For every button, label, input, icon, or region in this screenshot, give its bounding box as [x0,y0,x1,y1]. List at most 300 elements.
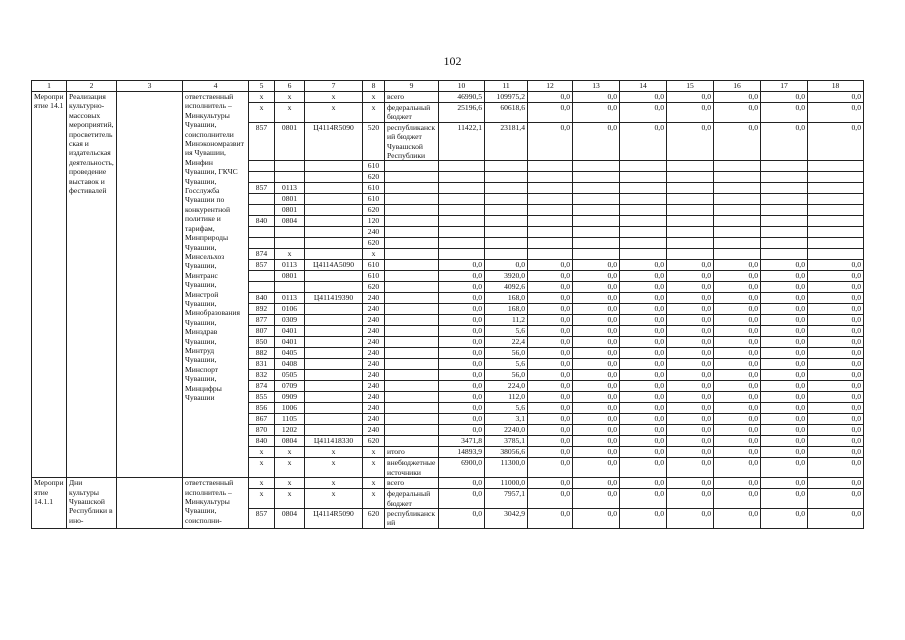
cell-value: 0,0 [714,337,761,348]
cell-c3 [117,478,183,529]
cell-c7 [305,304,363,315]
cell-c6: 0909 [275,392,305,403]
cell-value: 0,0 [620,381,667,392]
cell-c5: 857 [249,183,275,194]
cell-c8: 240 [363,359,385,370]
cell-value: 46990,5 [439,92,485,103]
cell-c8: 240 [363,392,385,403]
cell-value: 0,0 [761,293,808,304]
cell-c5: x [249,489,275,509]
cell-source [385,183,439,194]
cell-c5: x [249,458,275,478]
cell-value: 0,0 [573,478,620,489]
cell-c5: 832 [249,370,275,381]
cell-value: 0,0 [714,414,761,425]
cell-value: 0,0 [761,315,808,326]
cell-c8: 240 [363,337,385,348]
cell-value: 0,0 [620,260,667,271]
cell-value: 0,0 [620,315,667,326]
cell-c7 [305,194,363,205]
cell-source: всего [385,92,439,103]
cell-value [485,249,528,260]
cell-value: 0,0 [761,478,808,489]
cell-c5 [249,172,275,183]
cell-c6: x [275,92,305,103]
cell-value [808,161,864,172]
cell-source [385,227,439,238]
cell-c6 [275,238,305,249]
cell-value: 0,0 [761,392,808,403]
cell-value [714,183,761,194]
cell-value [667,249,714,260]
cell-c8: 620 [363,205,385,216]
cell-value: 3042,9 [485,509,528,529]
cell-source: федеральный бюджет [385,489,439,509]
cell-value [808,205,864,216]
column-number-header: 14 [620,81,667,92]
cell-value: 0,0 [761,436,808,447]
cell-value: 0,0 [528,326,573,337]
cell-value: 0,0 [528,381,573,392]
cell-value: 0,0 [439,403,485,414]
cell-c7: x [305,489,363,509]
cell-c7 [305,403,363,414]
cell-value: 0,0 [667,425,714,436]
cell-value [620,194,667,205]
cell-value: 224,0 [485,381,528,392]
cell-c7 [305,348,363,359]
cell-value [667,194,714,205]
cell-c7 [305,337,363,348]
column-number-header: 17 [761,81,808,92]
cell-value: 0,0 [808,103,864,123]
cell-source [385,381,439,392]
cell-value: 25196,6 [439,103,485,123]
cell-value [714,227,761,238]
cell-value [573,216,620,227]
cell-value: 0,0 [528,489,573,509]
cell-value: 0,0 [667,478,714,489]
cell-value [528,172,573,183]
cell-value: 0,0 [528,282,573,293]
cell-value: 0,0 [528,509,573,529]
cell-c5: 831 [249,359,275,370]
cell-value: 0,0 [620,293,667,304]
cell-c6: x [275,249,305,260]
cell-value: 0,0 [667,348,714,359]
cell-c5 [249,238,275,249]
cell-value [528,194,573,205]
cell-source [385,359,439,370]
cell-value: 0,0 [808,509,864,529]
cell-value: 0,0 [573,293,620,304]
cell-value [667,183,714,194]
cell-value [485,216,528,227]
cell-value [761,172,808,183]
cell-value [439,227,485,238]
cell-c5: x [249,103,275,123]
cell-value: 0,0 [761,92,808,103]
cell-value: 0,0 [528,103,573,123]
cell-value [714,238,761,249]
cell-value: 0,0 [714,509,761,529]
page-number: 102 [443,54,462,68]
cell-c3 [117,92,183,478]
cell-c7 [305,359,363,370]
table-row [32,92,864,103]
column-number-header: 1 [32,81,67,92]
cell-value: 0,0 [808,304,864,315]
cell-c8: 240 [363,293,385,304]
cell-c7: x [305,92,363,103]
cell-c6: x [275,447,305,458]
cell-value: 0,0 [714,436,761,447]
cell-c6: 0804 [275,216,305,227]
cell-value [439,205,485,216]
cell-value: 0,0 [808,282,864,293]
cell-value [808,227,864,238]
cell-value: 0,0 [620,458,667,478]
cell-value: 0,0 [714,326,761,337]
cell-value: 22,4 [485,337,528,348]
column-number-header: 16 [714,81,761,92]
cell-c6: 0113 [275,260,305,271]
cell-value [485,227,528,238]
cell-value [714,194,761,205]
cell-value [485,183,528,194]
cell-c8: 610 [363,260,385,271]
cell-value [573,172,620,183]
cell-value [714,205,761,216]
cell-c7 [305,370,363,381]
cell-value: 0,0 [667,271,714,282]
cell-c6: 0309 [275,315,305,326]
cell-c8: 240 [363,414,385,425]
cell-source: всего [385,478,439,489]
cell-value: 0,0 [620,414,667,425]
cell-value: 0,0 [667,260,714,271]
cell-c8: 620 [363,509,385,529]
cell-value: 0,0 [808,271,864,282]
cell-value: 0,0 [620,403,667,414]
cell-value: 3785,1 [485,436,528,447]
cell-c8: 240 [363,227,385,238]
cell-value [667,227,714,238]
cell-value [528,161,573,172]
cell-source [385,348,439,359]
cell-value: 0,0 [667,447,714,458]
cell-c6: 0106 [275,304,305,315]
cell-value: 0,0 [808,425,864,436]
cell-value: 0,0 [808,293,864,304]
cell-value: 0,0 [761,337,808,348]
cell-value: 0,0 [808,359,864,370]
cell-value: 0,0 [808,381,864,392]
cell-c4: ответственный исполнитель – Минкультуры Чувашии, соисполнители Минэкономразвития Чувашии, Минфин Чувашии, ГКЧС Чувашии, Госслужба Чувашии по конкурентной политике и тарифам, Минприроды Чувашии, Минсельхоз Чувашии, Минтранс Чувашии, Минстрой Чувашии, Минобразования Чувашии, Минздрав Чувашии, Минтруд Чувашии, Минспорт Чувашии, Минцифры Чувашии [183,92,249,478]
cell-c6 [275,227,305,238]
cell-source [385,403,439,414]
cell-value: 0,0 [528,414,573,425]
cell-c8: 620 [363,282,385,293]
cell-value: 0,0 [761,458,808,478]
column-number-header: 2 [67,81,117,92]
cell-c6: x [275,458,305,478]
cell-value: 0,0 [528,458,573,478]
cell-value: 0,0 [667,359,714,370]
cell-value [714,172,761,183]
cell-c8: 240 [363,403,385,414]
column-number-header: 18 [808,81,864,92]
cell-c7 [305,216,363,227]
cell-value: 0,0 [761,326,808,337]
cell-value: 0,0 [573,392,620,403]
cell-value: 0,0 [439,425,485,436]
cell-value: 0,0 [573,489,620,509]
cell-c8: x [363,489,385,509]
cell-value: 0,0 [714,458,761,478]
cell-value: 112,0 [485,392,528,403]
cell-value: 0,0 [620,103,667,123]
column-number-header: 6 [275,81,305,92]
cell-c7 [305,282,363,293]
cell-value [714,249,761,260]
cell-value: 0,0 [714,489,761,509]
cell-c6: 0801 [275,271,305,282]
cell-c6: x [275,103,305,123]
cell-source [385,337,439,348]
cell-c1: Мероприятие 14.1 [32,92,67,478]
cell-c5: 892 [249,304,275,315]
cell-source [385,205,439,216]
cell-value: 0,0 [714,392,761,403]
cell-c5: 874 [249,381,275,392]
cell-c5: 807 [249,326,275,337]
cell-c5 [249,271,275,282]
cell-value: 0,0 [714,348,761,359]
cell-value: 0,0 [761,414,808,425]
cell-value: 0,0 [620,282,667,293]
cell-c7 [305,315,363,326]
cell-value: 0,0 [620,425,667,436]
cell-value: 0,0 [714,122,761,161]
cell-value: 0,0 [667,370,714,381]
cell-value: 0,0 [714,447,761,458]
cell-value: 0,0 [808,260,864,271]
cell-value: 5,6 [485,326,528,337]
cell-c5: x [249,92,275,103]
cell-source [385,315,439,326]
cell-value: 0,0 [439,478,485,489]
cell-value: 0,0 [761,348,808,359]
cell-value: 0,0 [667,92,714,103]
cell-value: 0,0 [667,282,714,293]
cell-value: 6900,0 [439,458,485,478]
cell-value: 3,1 [485,414,528,425]
cell-value: 0,0 [667,414,714,425]
column-number-header: 13 [573,81,620,92]
cell-c5: 840 [249,293,275,304]
cell-c6: 0801 [275,194,305,205]
cell-value: 0,0 [573,436,620,447]
cell-c7 [305,205,363,216]
cell-value [714,216,761,227]
cell-value: 0,0 [808,348,864,359]
cell-value [761,249,808,260]
cell-c8: 240 [363,370,385,381]
cell-value: 0,0 [573,348,620,359]
cell-c8: 610 [363,183,385,194]
cell-c4: ответственный исполнитель – Минкультуры Чувашии, соисполни- [183,478,249,529]
cell-value [573,205,620,216]
cell-value: 0,0 [714,425,761,436]
cell-value [667,238,714,249]
cell-value [620,205,667,216]
cell-value: 0,0 [439,381,485,392]
cell-c6: 0804 [275,509,305,529]
cell-c8: 240 [363,315,385,326]
cell-value: 0,0 [761,403,808,414]
cell-value: 0,0 [439,293,485,304]
cell-c6: x [275,478,305,489]
cell-value [620,161,667,172]
column-number-header: 4 [183,81,249,92]
cell-value: 5,6 [485,403,528,414]
cell-c1: Мероприятие 14.1.1 [32,478,67,529]
cell-c8: 520 [363,122,385,161]
cell-value [808,238,864,249]
cell-value: 11300,0 [485,458,528,478]
cell-value [714,161,761,172]
cell-value: 0,0 [620,326,667,337]
cell-source [385,249,439,260]
cell-c2: Реализация культурно-массовых мероприятий, просветительская и издательская деятельность, проведение выставок и фестивалей [67,92,117,478]
cell-value: 0,0 [808,326,864,337]
cell-value: 0,0 [761,509,808,529]
cell-value [808,249,864,260]
cell-c6: 0405 [275,348,305,359]
cell-value: 0,0 [573,381,620,392]
cell-c5: x [249,478,275,489]
cell-value [439,216,485,227]
cell-value: 0,0 [620,359,667,370]
cell-c7 [305,326,363,337]
cell-value: 0,0 [439,337,485,348]
cell-value: 0,0 [808,447,864,458]
cell-value [761,161,808,172]
cell-value: 0,0 [761,282,808,293]
cell-value: 0,0 [667,392,714,403]
cell-source [385,436,439,447]
cell-c8: 610 [363,161,385,172]
cell-source [385,392,439,403]
cell-c6: 1006 [275,403,305,414]
cell-c7 [305,414,363,425]
cell-value: 0,0 [439,271,485,282]
cell-value: 0,0 [573,271,620,282]
cell-value [761,183,808,194]
cell-value [485,205,528,216]
cell-c8: 240 [363,348,385,359]
cell-c7 [305,183,363,194]
cell-value [761,205,808,216]
cell-value: 0,0 [808,458,864,478]
cell-value: 0,0 [439,392,485,403]
cell-value: 3920,0 [485,271,528,282]
cell-value [528,249,573,260]
cell-value: 0,0 [714,359,761,370]
cell-value: 0,0 [714,478,761,489]
cell-value [439,249,485,260]
cell-value [528,238,573,249]
cell-value: 0,0 [439,304,485,315]
column-number-header: 15 [667,81,714,92]
cell-value: 0,0 [620,509,667,529]
cell-c8: x [363,249,385,260]
cell-c5: 857 [249,509,275,529]
cell-value [667,216,714,227]
cell-value [439,161,485,172]
cell-source: итого [385,447,439,458]
cell-c8: x [363,458,385,478]
cell-value: 0,0 [714,381,761,392]
cell-c5: 882 [249,348,275,359]
cell-source [385,260,439,271]
cell-value [528,183,573,194]
cell-value [439,194,485,205]
cell-value: 0,0 [620,436,667,447]
cell-value: 0,0 [439,260,485,271]
cell-value: 0,0 [808,403,864,414]
cell-c6: 0505 [275,370,305,381]
cell-value: 0,0 [528,92,573,103]
cell-value: 0,0 [528,348,573,359]
cell-c5: 874 [249,249,275,260]
cell-value: 0,0 [667,458,714,478]
cell-value: 0,0 [667,293,714,304]
cell-value: 0,0 [620,304,667,315]
cell-value: 0,0 [761,103,808,123]
cell-c7 [305,227,363,238]
cell-c8: 620 [363,172,385,183]
cell-c7 [305,161,363,172]
cell-value [528,205,573,216]
cell-value: 0,0 [667,315,714,326]
cell-c8: 240 [363,304,385,315]
cell-value: 0,0 [667,122,714,161]
cell-value: 0,0 [714,293,761,304]
cell-c7: x [305,458,363,478]
cell-value: 14893,9 [439,447,485,458]
cell-value: 168,0 [485,293,528,304]
cell-c5 [249,194,275,205]
cell-value: 0,0 [761,370,808,381]
cell-value: 0,0 [439,326,485,337]
cell-source [385,271,439,282]
cell-value: 0,0 [439,414,485,425]
cell-value [620,238,667,249]
cell-value: 0,0 [808,122,864,161]
cell-source [385,194,439,205]
cell-c7 [305,172,363,183]
cell-value [761,227,808,238]
cell-source: республиканский [385,509,439,529]
cell-value: 0,0 [528,447,573,458]
cell-value: 0,0 [714,92,761,103]
column-number-header: 9 [385,81,439,92]
cell-value: 0,0 [714,315,761,326]
cell-value: 0,0 [761,489,808,509]
cell-value: 0,0 [528,478,573,489]
